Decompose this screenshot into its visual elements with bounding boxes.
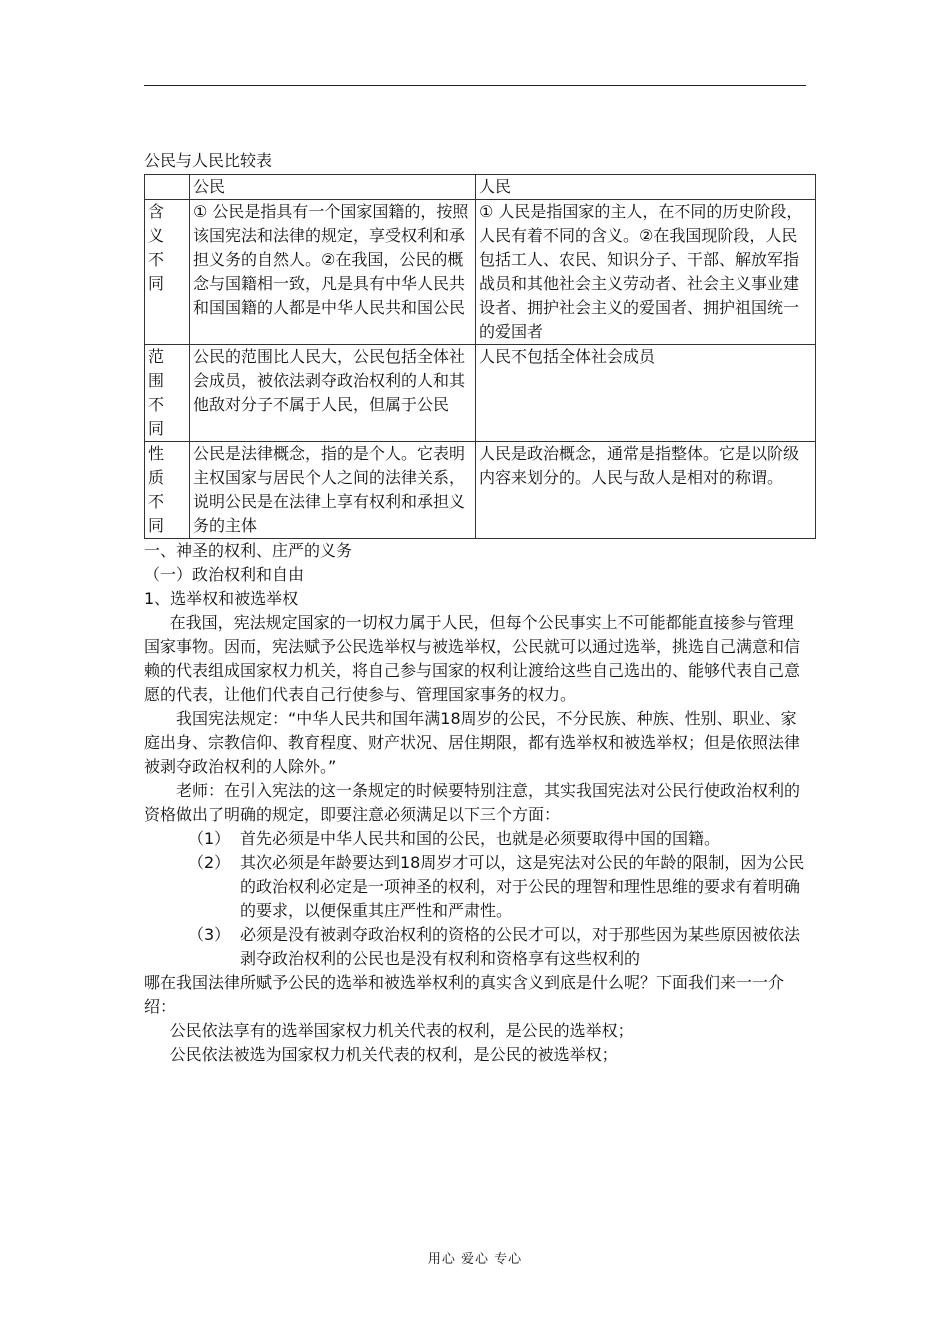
list-text: 必须是没有被剥夺政治权利的资格的公民才可以，对于那些因为某些原因被依法剥夺政治权利的公民也是没有权利和资格享有这些权利的	[240, 925, 801, 968]
table-row	[145, 345, 816, 442]
list-number: （3）	[188, 925, 231, 944]
list-number: （2）	[188, 853, 231, 872]
subsection-heading: （一）政治权利和自由	[144, 565, 305, 584]
header-cell-citizen: 公民	[190, 175, 476, 200]
paragraph: 哪在我国法律所赋予公民的选举和被选举权利的真实含义到底是什么呢？下面我们来一一介绍：	[144, 973, 785, 1016]
paragraph: 我国宪法规定：“中华人民共和国年满18周岁的公民，不分民族、种族、性别、职业、家庭出身、宗教信仰、教育程度、财产状况、居住期限，都有选举权和被选举权；但是依照法律被剥夺政治权利的人除外。”	[144, 709, 801, 776]
citizen-cell: ① 公民是指具有一个国家国籍的，按照该国宪法和法律的规定，享受权利和承担义务的自然人。②在我国，公民的概念与国籍相一致，凡是具有中华人民共和国国籍的人都是中华人民共和国公民	[190, 200, 476, 345]
table-header-row	[145, 175, 816, 200]
people-cell: 人民不包括全体社会成员	[476, 345, 816, 442]
list-text: 其次必须是年龄要达到18周岁才可以，这是宪法对公民的年龄的限制，因为公民的政治权利必定是一项神圣的权利，对于公民的理智和理性思维的要求有着明确的要求，以便保重其庄严性和严肃性。	[240, 853, 805, 920]
citizen-cell: 公民是法律概念，指的是个人。它表明主权国家与居民个人之间的法律关系，说明公民是在法律上享有权利和承担义务的主体	[190, 442, 476, 539]
row-label: 含义不同	[145, 200, 190, 345]
row-label: 范围不同	[145, 345, 190, 442]
header-rule	[144, 85, 806, 86]
header-cell-people: 人民	[476, 175, 816, 200]
document-body	[144, 148, 808, 1067]
list-text: 首先必须是中华人民共和国的公民，也就是必须要取得中国的国籍。	[240, 829, 721, 848]
topic-heading: 1、选举权和被选举权	[144, 589, 299, 608]
row-label: 性质不同	[145, 442, 190, 539]
people-cell: 人民是政治概念，通常是指整体。它是以阶级内容来划分的。人民与敌人是相对的称谓。	[476, 442, 816, 539]
list-item	[144, 827, 808, 851]
people-cell: ① 人民是指国家的主人，在不同的历史阶段，人民有着不同的含义。②在我国现阶段，人民包括工人、农民、知识分子、干部、解放军指战员和其他社会主义劳动者、社会主义事业建设者、拥护社会主义的爱国者、拥护祖国统一的爱国者	[476, 200, 816, 345]
definition: 公民依法被选为国家权力机关代表的权利，是公民的被选举权；	[169, 1045, 618, 1064]
section-heading: 一、神圣的权利、庄严的义务	[144, 541, 353, 560]
list-item	[144, 851, 808, 923]
header-cell-blank	[145, 175, 190, 200]
table-row	[145, 442, 816, 539]
list-number: （1）	[188, 829, 231, 848]
table-row	[145, 200, 816, 345]
list-item	[144, 923, 808, 971]
comparison-table	[144, 174, 816, 539]
page-footer: 用心 爱心 专心	[427, 1252, 523, 1267]
table-title: 公民与人民比较表	[144, 151, 273, 170]
citizen-cell: 公民的范围比人民大，公民包括全体社会成员，被依法剥夺政治权利的人和其他敌对分子不属于人民，但属于公民	[190, 345, 476, 442]
requirements-list	[144, 827, 808, 971]
definition: 公民依法享有的选举国家权力机关代表的权利，是公民的选举权；	[169, 1021, 634, 1040]
paragraph: 在我国，宪法规定国家的一切权力属于人民，但每个公民事实上不可能都能直接参与管理国家事物。因而，宪法赋予公民选举权与被选举权，公民就可以通过选举，挑选自己满意和信赖的代表组成国家权力机关，将自己参与国家的权利让渡给这些自己选出的、能够代表自己意愿的代表，让他们代表自己行使参与、管理国家事务的权力。	[144, 613, 801, 704]
paragraph: 老师：在引入宪法的这一条规定的时候要特别注意，其实我国宪法对公民行使政治权利的资格做出了明确的规定，即要注意必须满足以下三个方面：	[144, 781, 801, 824]
